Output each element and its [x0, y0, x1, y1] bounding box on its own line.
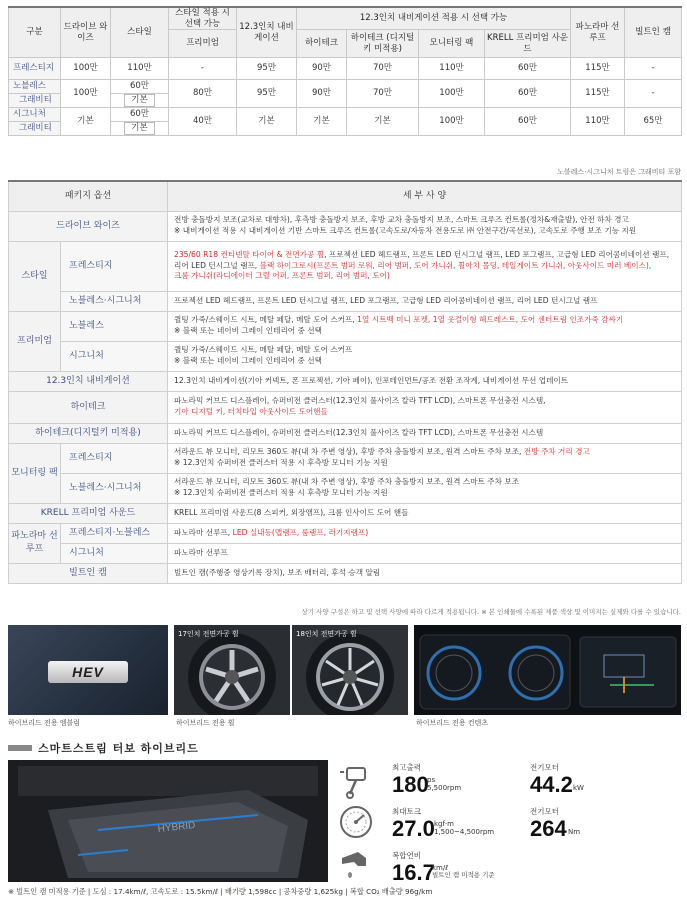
header-hitech-digital: 하이테크 (디지털 키 미적용)	[347, 30, 419, 58]
hev-emblem: HEV	[48, 661, 128, 683]
package-name: 빌트인 캠	[9, 563, 168, 583]
cell-value: 95만	[237, 80, 297, 108]
cell-value: 70만	[347, 80, 419, 108]
package-group: 프리미엄	[9, 311, 61, 371]
package-group: 모니터링 팩	[9, 443, 61, 503]
cell-value: 90만	[297, 58, 347, 80]
cell-value: 70만	[347, 58, 419, 80]
max-power-rpm: 5,500rpm	[427, 784, 462, 792]
package-group: 스타일	[9, 241, 61, 311]
cell-value: 110만	[111, 58, 169, 80]
package-name: 드라이브 와이즈	[9, 211, 168, 241]
package-detail: KRELL 프리미엄 사운드(8 스피커, 외장앰프), 크롬 인사이드 도어 핸들	[168, 503, 682, 523]
trim-name: 그래비티	[9, 122, 61, 136]
cell-value: 110만	[419, 58, 485, 80]
cell-value: 60만	[111, 108, 169, 122]
package-detail: 퀼팅 가죽/스웨이드 시트, 메탈 페달, 메탈 도어 스커프 ※ 블랙 또는 네이비 그레이 인테리어 중 선택	[168, 341, 682, 371]
table-row	[9, 311, 682, 341]
package-detail: 12.3인치 내비게이션(기아 커넥트, 폰 프로젝션, 기아 페이), 인포테인먼트/공조 전환 조작계, 내비게이션 무선 업데이트	[168, 371, 682, 391]
cell-value: -	[169, 58, 237, 80]
table-row	[9, 473, 682, 503]
disclaimer-note: 상기 사양 구성은 하고 및 선택 사양에 따라 다르게 적용됩니다. ※ 본 인쇄물에 수록된 제품 색상 및 이미지는 실제와 다를 수 있습니다.	[301, 608, 681, 616]
gauge-icon	[338, 804, 374, 840]
package-detail: 빌트인 캠(주행중 영상기록 장치), 보조 배터리, 후석 승객 알림	[168, 563, 682, 583]
package-sub: 노블레스·시그니처	[61, 291, 168, 311]
table-row	[9, 371, 682, 391]
package-name: 하이테크(디지털키 미적용)	[9, 423, 168, 443]
photo-caption: 하이브리드 전용 컨텐츠	[416, 719, 489, 727]
cell-value: 기본	[347, 108, 419, 136]
package-detail: 퀼팅 가죽/스웨이드 시트, 메탈 페달, 메탈 도어 스커프, 1열 시트백 미니 포켓, 1열 웃걸이형 헤드레스트, 도어 센터트림 인조가죽 감싸기 ※ 블랙 또는 네이비 그레이 인테리어 중 선택	[168, 311, 682, 341]
package-sub: 노블레스·시그니처	[61, 473, 168, 503]
motor-torque-unit: Nm	[568, 828, 581, 836]
max-torque-value: 27.0	[392, 816, 435, 841]
header-style-group: 스타일 적용 시 선택 가능	[169, 7, 237, 30]
package-detail: 파노라믹 커브드 디스플레이, 슈퍼비전 클러스터(12.3인치 풀사이즈 칼라 TFT LCD), 스마트폰 무선충전 시스템, 기아 디지털 키, 터치타입 아웃사이드 도어핸들	[168, 391, 682, 423]
gravity-style-value: 기본	[124, 122, 154, 135]
package-sub: 시그니처	[61, 543, 168, 563]
fuel-label: 복합연비	[392, 851, 421, 860]
table-row	[9, 291, 682, 311]
cell-value: 110만	[571, 108, 625, 136]
trim-name: 시그니처	[9, 108, 61, 122]
table-row	[9, 523, 682, 543]
package-sub: 노블레스	[61, 311, 168, 341]
trim-name: 그래비티	[9, 94, 61, 108]
cell-value: 115만	[571, 80, 625, 108]
package-detail: 프로젝션 LED 헤드램프, 프론트 LED 턴시그널 램프, LED 포그램프, 고급형 LED 리어콤비네이션 램프, 리어 LED 턴시그널 램프	[168, 291, 682, 311]
engine-footnote: ※ 빌트인 캠 미적용 기준 | 도심 : 17.4km/ℓ, 고속도로 : 15.5km/ℓ | 배기량 1,598cc | 공차중량 1,625kg | 복합 CO₂ 배출량 96g/km	[8, 887, 433, 896]
table-row	[9, 341, 682, 371]
package-sub: 프레스티지	[61, 241, 168, 291]
header-nav-group: 12.3인치 내비게이션 적용 시 선택 가능	[297, 7, 571, 30]
header-style: 스타일	[111, 7, 169, 58]
hev-emblem-photo	[8, 625, 168, 715]
package-detail: 파노라마 선루프, LED 실내등(맵램프, 룸램프, 러기지램프)	[168, 523, 682, 543]
motor-torque-value: 264	[530, 816, 567, 841]
piston-icon	[338, 764, 374, 800]
table-row	[9, 391, 682, 423]
table-row	[9, 543, 682, 563]
fuel-basis: 빌트인 캠 미적용 기준	[432, 871, 495, 879]
motor-power-label: 전기모터	[530, 763, 559, 772]
max-power-value: 180	[392, 772, 429, 797]
photo-caption: 하이브리드 전용 휠	[176, 719, 235, 727]
cell-value: 기본	[237, 108, 297, 136]
max-power-unit: ps	[427, 776, 436, 784]
package-name: KRELL 프리미엄 사운드	[9, 503, 168, 523]
cell-value: -	[625, 58, 682, 80]
trim-name: 노블레스	[9, 80, 61, 94]
table-row	[9, 58, 682, 80]
wheel-17-photo	[174, 625, 290, 715]
cluster-display-icon	[414, 625, 681, 715]
header-monitoring: 모니터링 팩	[419, 30, 485, 58]
cell-value: 기본	[61, 108, 111, 136]
cell-value: 100만	[419, 80, 485, 108]
table-row	[9, 563, 682, 583]
cell-value: 80만	[169, 80, 237, 108]
max-torque-rpm: 1,500~4,500rpm	[434, 828, 495, 836]
table-row	[9, 211, 682, 241]
table-note: 노블레스·시그니처 트림은 그래비티 포함	[557, 168, 681, 176]
cell-value: 60만	[485, 58, 571, 80]
hybrid-contents-photo	[414, 625, 681, 715]
cell-value: -	[625, 80, 682, 108]
motor-power-unit: kW	[573, 784, 584, 792]
max-torque-label: 최대토크	[392, 807, 421, 816]
header-panorama: 파노라마 선루프	[571, 7, 625, 58]
package-group: 파노라마 선루프	[9, 523, 61, 563]
header-package-detail: 세 부 사 양	[168, 181, 682, 211]
photo-overlay-caption: 18인치 전면가공 휠	[296, 630, 357, 638]
fuel-value: 16.7	[392, 860, 435, 885]
package-detail: 전방 충돌방지 보조(교차로 대향차), 후측방 충돌방지 보조, 후방 교차 충돌방지 보조, 스마트 크루즈 컨트롤(정차&재출발), 안전 하차 경고 ※ 내비게이션 적용 시 내비게이션 기반 스마트 크루즈 컨트롤(고속도로/자동차 전용도로 ㈜ 안전구간/곡선로), 고속도로 주행 보조 기능 지원	[168, 211, 682, 241]
trim-name: 프레스티지	[9, 58, 61, 80]
package-detail: 파노라마 선루프	[168, 543, 682, 563]
header-builtin-cam: 빌트인 캠	[625, 7, 682, 58]
table-row	[9, 80, 682, 94]
package-detail: 235/60 R18 컨티넨탈 타이어 & 전면가공 휠, 프로젝션 LED 헤드램프, 프론트 LED 턴시그널 램프, LED 포그램프, 고급형 LED 리어콤비네이션 램프, 리어 LED 턴시그널 램프, 블랙 하이그로시(프론트 범퍼 로워, 리어 범퍼, 도어 가니쉬, 휠아치 몰딩, 테일게이트 가니쉬, 아웃사이드 미러 베이스), 크롬 가니쉬(라디에이터 그릴 어퍼, 프론트 범퍼, 리어 범퍼, 도어)	[168, 241, 682, 291]
package-sub: 프레스티지·노블레스	[61, 523, 168, 543]
cell-value: 100만	[419, 108, 485, 136]
header-hitech: 하이테크	[297, 30, 347, 58]
table-row	[9, 443, 682, 473]
table-row	[9, 423, 682, 443]
header-package-name: 패키지 옵션	[9, 181, 168, 211]
header-division: 구분	[9, 7, 61, 58]
gravity-style-value: 기본	[124, 94, 154, 107]
wheel-18-photo	[292, 625, 408, 715]
fuel-nozzle-icon	[338, 846, 374, 882]
package-detail: 서라운드 뷰 모니터, 리모트 360도 뷰(내 차 주변 영상), 후방 주차 충돌방지 보조, 원격 스마트 주차 보조, 전방 주차 거리 경고 ※ 12.3인치 슈퍼비전 클러스터 적용 시 후측방 모니터 기능 지원	[168, 443, 682, 473]
cell-value: 100만	[61, 80, 111, 108]
cell-value: 100만	[61, 58, 111, 80]
table-row	[9, 108, 682, 122]
package-detail: 서라운드 뷰 모니터, 리모트 360도 뷰(내 차 주변 영상), 후방 주차 충돌방지 보조, 원격 스마트 주차 보조 ※ 12.3인치 슈퍼비전 클러스터 적용 시 후측방 모니터 기능 지원	[168, 473, 682, 503]
package-detail: 파노라믹 커브드 디스플레이, 슈퍼비전 클러스터(12.3인치 풀사이즈 칼라 TFT LCD), 스마트폰 무선충전 시스템	[168, 423, 682, 443]
max-torque-unit: kgf·m	[434, 820, 455, 828]
fuel-unit: km/ℓ	[432, 864, 449, 872]
package-name: 12.3인치 내비게이션	[9, 371, 168, 391]
cell-value: 기본	[297, 108, 347, 136]
title-bar	[8, 745, 32, 751]
photo-overlay-caption: 17인치 전면가공 휠	[178, 630, 239, 638]
photo-caption: 하이브리드 전용 엠블럼	[8, 719, 81, 727]
cell-value: 90만	[297, 80, 347, 108]
package-name: 하이테크	[9, 391, 168, 423]
cell-value: 60만	[485, 80, 571, 108]
motor-torque-label: 전기모터	[530, 807, 559, 816]
cell-value: 115만	[571, 58, 625, 80]
cell-value: 60만	[485, 108, 571, 136]
section-title: 스마트스트림 터보 하이브리드	[8, 741, 199, 755]
option-price-table	[8, 6, 682, 136]
hybrid-engine-mark: HYBRID	[157, 820, 196, 835]
cell-value: 95만	[237, 58, 297, 80]
header-premium: 프리미엄	[169, 30, 237, 58]
table-row	[9, 503, 682, 523]
cell-value: 40만	[169, 108, 237, 136]
package-sub: 시그니처	[61, 341, 168, 371]
max-power-label: 최고출력	[392, 763, 421, 772]
cell-value	[111, 94, 169, 108]
cell-value: 65만	[625, 108, 682, 136]
motor-power-value: 44.2	[530, 772, 573, 797]
package-sub: 프레스티지	[61, 443, 168, 473]
package-detail-table	[8, 180, 682, 584]
header-nav12: 12.3인치 내비게이션	[237, 7, 297, 58]
table-row	[9, 241, 682, 291]
header-krell: KRELL 프리미엄 사운드	[485, 30, 571, 58]
cell-value: 60만	[111, 80, 169, 94]
header-drive-wise: 드라이브 와이즈	[61, 7, 111, 58]
engine-photo	[8, 760, 328, 882]
cell-value	[111, 122, 169, 136]
